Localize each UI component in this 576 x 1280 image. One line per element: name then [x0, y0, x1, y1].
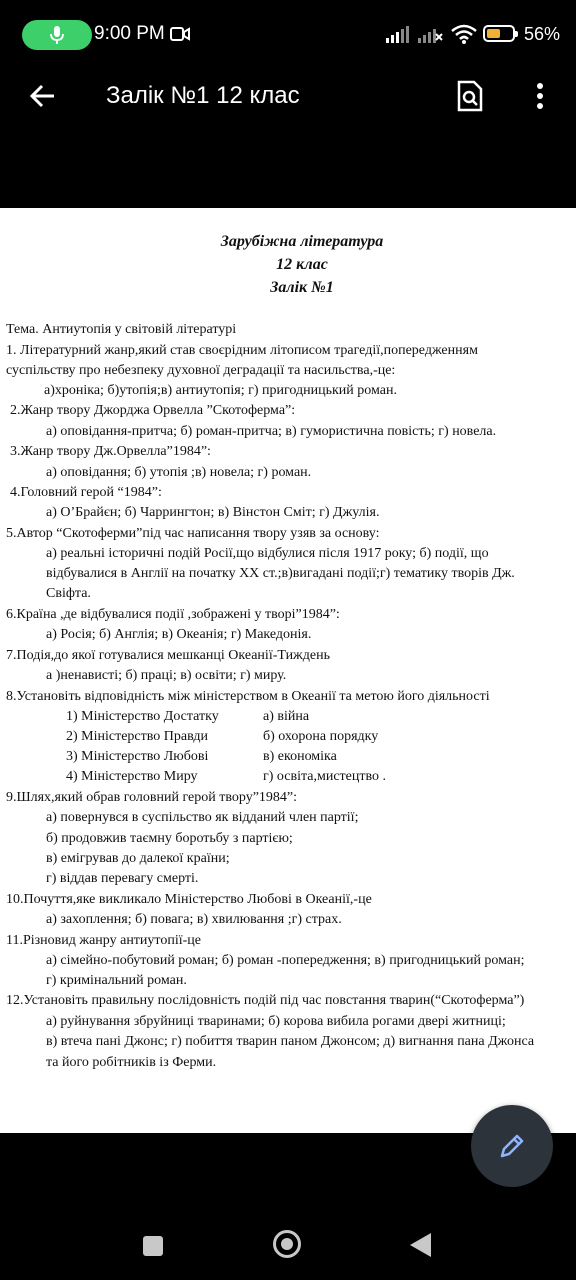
doc-line: суспільству про небезпеку духовної деградації та насильства,-це:	[6, 363, 396, 378]
match-right-item: б) охорона порядку	[263, 729, 379, 744]
battery-percent: 56%	[524, 24, 561, 44]
status-time: 9:00 PM	[94, 23, 165, 44]
doc-line: а) Росія; б) Англія; в) Океанія; г) Македонія.	[46, 627, 312, 642]
match-right-item: в) економіка	[263, 749, 337, 764]
back-triangle-icon[interactable]	[410, 1233, 431, 1257]
heading-grade: 12 клас	[276, 256, 328, 273]
doc-line: г) віддав перевагу смерті.	[46, 871, 199, 886]
doc-line: а)хроніка; б)утопія;в) антиутопія; г) пригодницький роман.	[44, 383, 397, 398]
battery-icon	[483, 25, 515, 42]
doc-line: в) емігрував до далекої країни;	[46, 851, 230, 866]
doc-line: 4.Головний герой “1984”:	[10, 485, 162, 500]
match-left-item: 2) Міністерство Правди	[66, 729, 208, 744]
battery-level-fill	[487, 29, 500, 38]
document-page	[0, 208, 576, 1133]
doc-line: 3.Жанр твору Дж.Орвелла”1984”:	[10, 444, 211, 459]
doc-line: Тема. Антиутопія у світовій літературі	[6, 322, 237, 337]
heading-test: Залік №1	[270, 279, 334, 296]
doc-line: 6.Країна ,де відбувалися події ,зображені у творі”1984”:	[6, 607, 340, 622]
doc-line: а) захоплення; б) повага; в) хвилювання ;г) страх.	[46, 912, 342, 927]
doc-line: Свіфта.	[46, 586, 91, 601]
heading-subject: Зарубіжна література	[220, 233, 384, 250]
match-right-item: а) війна	[263, 709, 310, 724]
doc-line: а) оповідання-притча; б) роман-притча; в) гумористична повість; г) новела.	[46, 424, 497, 439]
search-document-icon[interactable]	[456, 80, 484, 112]
app-bar	[0, 70, 576, 208]
doc-line: 8.Установіть відповідність між міністерством в Океанії та метою його діяльності	[6, 689, 490, 704]
doc-line: 12.Установіть правильну послідовність подій під час повстання тварин(“Скотоферма”)	[6, 993, 525, 1008]
signal-no-service-icon	[418, 25, 444, 43]
signal-strength-icon	[386, 25, 412, 43]
document-title: Залік №1 12 клас	[106, 82, 300, 109]
doc-line: 1. Літературний жанр,який став своєрідним літописом трагедії,попередженням	[6, 343, 478, 358]
doc-line: а )ненависті; б) праці; в) освіти; г) миру.	[46, 668, 287, 683]
home-circle-icon[interactable]	[273, 1230, 301, 1258]
match-left-item: 4) Міністерство Миру	[66, 769, 198, 784]
doc-line: відбувалися в Англії на початку ХХ ст.;в)вигадані події;г) тематику творів Дж.	[46, 566, 515, 581]
doc-line: а) сімейно-побутовий роман; б) роман -попередження; в) пригодницький роман;	[46, 953, 525, 968]
doc-line: 7.Подія,до якої готувалися мешканці Океанії-Тиждень	[6, 648, 330, 663]
mic-active-indicator[interactable]	[22, 20, 92, 50]
doc-line: а) повернувся в суспільство як відданий член партії;	[46, 810, 359, 825]
edit-fab-button[interactable]	[471, 1105, 553, 1187]
doc-line: в) втеча пані Джонс; г) побиття тварин паном Джонсом; д) вигнання пана Джонса	[46, 1034, 535, 1049]
match-left-item: 1) Міністерство Достатку	[66, 709, 219, 724]
microphone-icon	[49, 25, 65, 45]
recents-square-icon[interactable]	[143, 1236, 163, 1256]
video-camera-icon	[170, 26, 190, 42]
doc-line: 9.Шлях,який обрав головний герой твору”1984”:	[6, 790, 298, 805]
doc-line: а) оповідання; б) утопія ;в) новела; г) роман.	[46, 465, 312, 480]
doc-line: 2.Жанр твору Джорджа Орвелла ”Скотоферма”:	[10, 403, 296, 418]
pencil-edit-icon	[497, 1131, 527, 1161]
more-vert-icon[interactable]	[536, 82, 544, 110]
doc-line: та його робітників із Ферми.	[46, 1055, 217, 1070]
document-heading	[0, 230, 576, 299]
back-arrow-icon[interactable]	[28, 82, 56, 110]
doc-line: а) О’Брайєн; б) Чаррингтон; в) Вінстон Сміт; г) Джулія.	[46, 505, 380, 520]
status-bar	[0, 0, 576, 70]
match-right-item: г) освіта,мистецтво .	[263, 769, 386, 784]
doc-line: 5.Автор “Скотоферми”під час написання твору узяв за основу:	[6, 526, 380, 541]
doc-line: а) руйнування збруйниці тваринами; б) корова вибила рогами двері житниці;	[46, 1014, 506, 1029]
doc-line: б) продовжив таємну боротьбу з партією;	[46, 831, 293, 846]
doc-line: а) реальні історичні подій Росії,що відбулися після 1917 року; б) події, що	[46, 546, 489, 561]
doc-line: 10.Почуття,яке викликало Міністерство Любові в Океанії,-це	[6, 892, 372, 907]
match-left-item: 3) Міністерство Любові	[66, 749, 209, 764]
wifi-icon	[450, 23, 478, 45]
doc-line: г) кримінальний роман.	[46, 973, 187, 988]
doc-line: 11.Різновид жанру антиутопії-це	[6, 933, 201, 948]
